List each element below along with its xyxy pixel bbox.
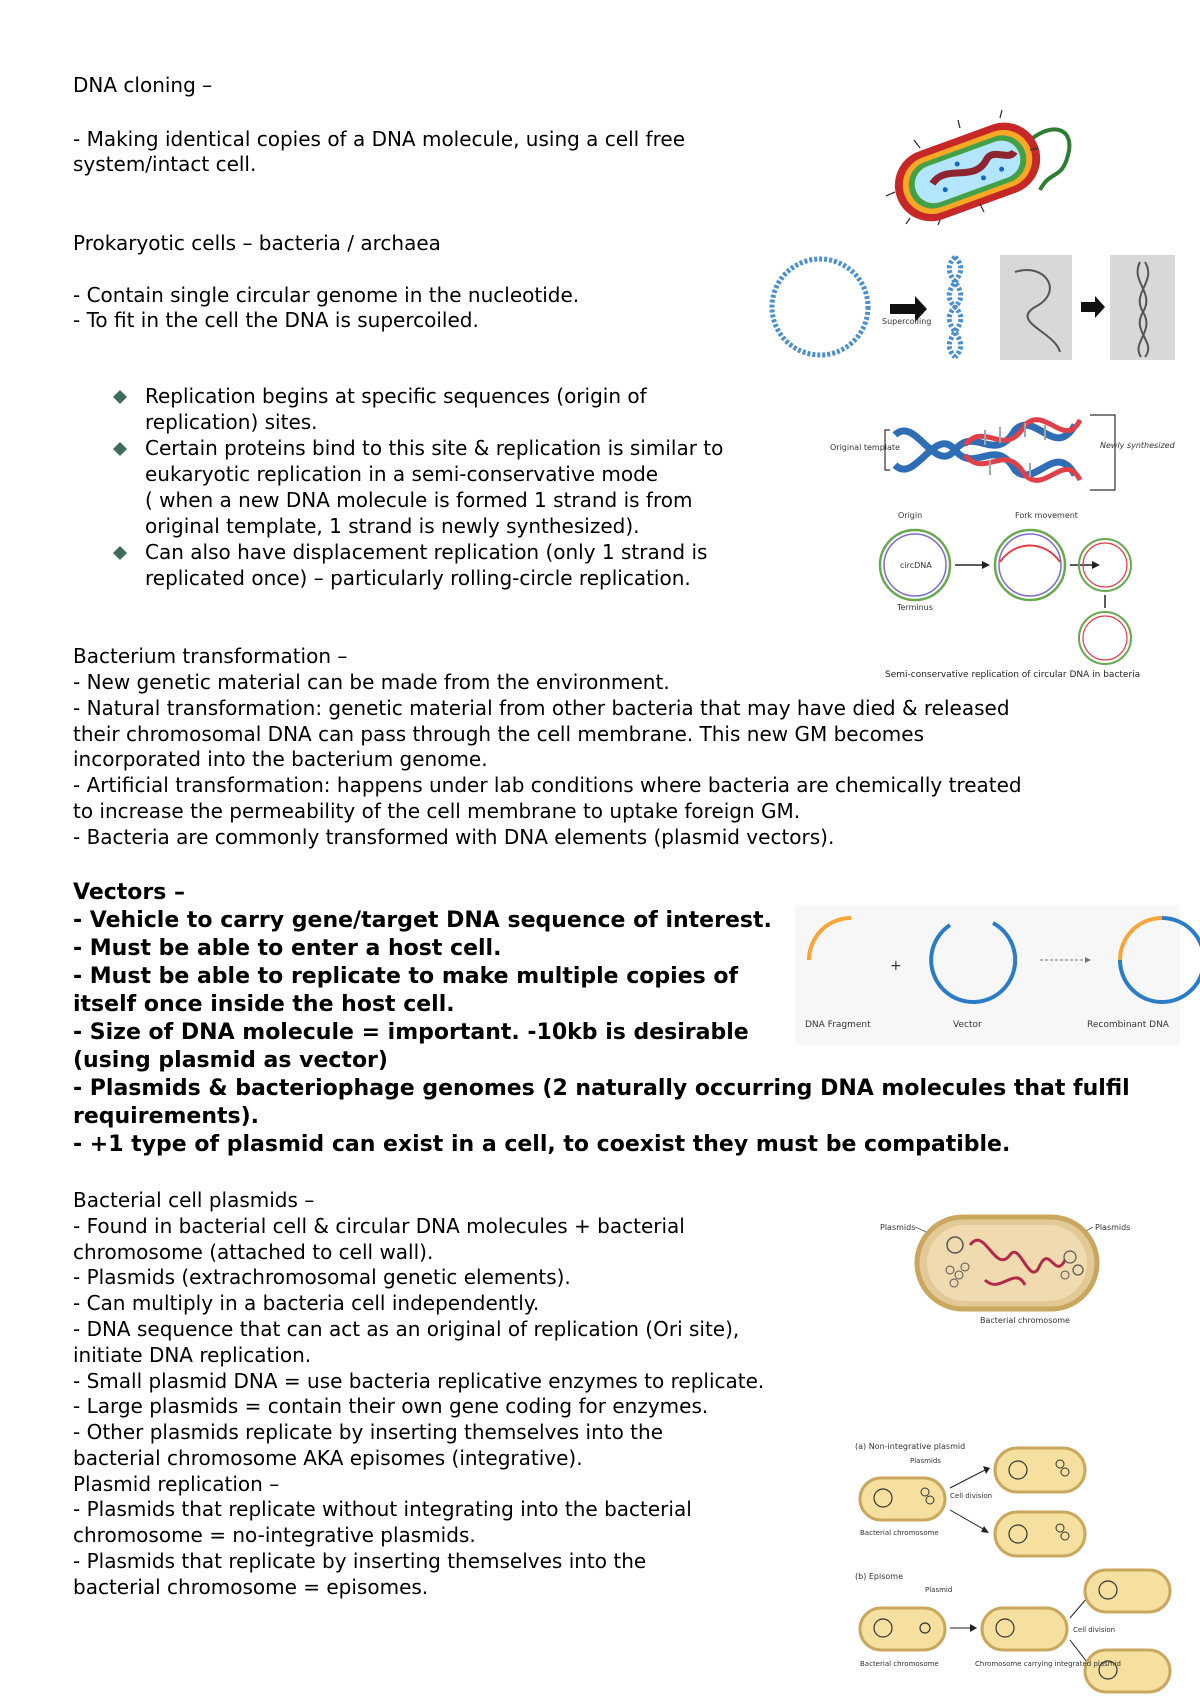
figure-caption: Semi-conservative replication of circular DNA in bacteria bbox=[885, 670, 1141, 680]
bullet-line: ( when a new DNA molecule is formed 1 strand is from bbox=[145, 488, 693, 512]
plasmid-cell-figure bbox=[875, 1205, 1140, 1330]
text-line: - Found in bacterial cell & circular DNA molecules + bacterial bbox=[73, 1214, 685, 1238]
vector-label: Vector bbox=[953, 1020, 982, 1030]
bullet-line: original template, 1 strand is newly synthesized). bbox=[145, 514, 640, 538]
episome-title: (b) Episome bbox=[855, 1572, 903, 1581]
section-heading-plasmids: Bacterial cell plasmids – bbox=[73, 1188, 315, 1212]
text-line: requirements). bbox=[73, 1104, 260, 1129]
circdna-label: circDNA bbox=[900, 561, 932, 570]
fork-movement-label: Fork movement bbox=[1015, 511, 1078, 520]
terminus-label: Terminus bbox=[897, 603, 933, 612]
plasmids-right-label: Plasmids bbox=[1095, 1223, 1131, 1232]
text-line: - DNA sequence that can act as an original of replication (Ori site), bbox=[73, 1317, 740, 1341]
text-line: their chromosomal DNA can pass through the cell membrane. This new GM becomes bbox=[73, 722, 925, 746]
nonint-chromosome-label: Bacterial chromosome bbox=[860, 1529, 939, 1537]
bullet-line: Replication begins at specific sequences (origin of bbox=[145, 384, 647, 408]
original-template-label: Original template bbox=[830, 443, 900, 452]
text-line: - Small plasmid DNA = use bacteria replicative enzymes to replicate. bbox=[73, 1369, 765, 1393]
text-line: - New genetic material can be made from the environment. bbox=[73, 670, 670, 694]
text-line: itself once inside the host cell. bbox=[73, 992, 455, 1017]
supercoiling-label: Supercoiling bbox=[882, 317, 932, 326]
text-line: - Plasmids that replicate by inserting themselves into the bbox=[73, 1549, 647, 1573]
semiconservative-helix-figure bbox=[825, 405, 1175, 495]
section-heading-vectors: Vectors – bbox=[73, 880, 186, 905]
text-line: - Plasmids & bacteriophage genomes (2 naturally occurring DNA molecules that fulfil bbox=[73, 1076, 1130, 1101]
plus-sign: + bbox=[890, 958, 902, 974]
bacterium-cell-illustration bbox=[880, 100, 1080, 225]
recombinant-label: Recombinant DNA bbox=[1087, 1020, 1169, 1030]
bullet-line: Certain proteins bind to this site & replication is similar to bbox=[145, 436, 724, 460]
diamond-bullet-icon bbox=[112, 545, 128, 561]
plasmids-left-label: Plasmids bbox=[880, 1223, 916, 1232]
episome-chromosome-label: Bacterial chromosome bbox=[860, 1660, 939, 1668]
bacterial-chromosome-label: Bacterial chromosome bbox=[980, 1316, 1070, 1325]
text-line: Plasmid replication – bbox=[73, 1472, 280, 1496]
text-line: - Making identical copies of a DNA molecule, using a cell free bbox=[73, 127, 685, 151]
text-line: - To fit in the cell the DNA is supercoiled. bbox=[73, 308, 479, 332]
episome-plasmid-label: Plasmid bbox=[925, 1586, 953, 1594]
bullet-line: replication) sites. bbox=[145, 410, 318, 434]
text-line: initiate DNA replication. bbox=[73, 1343, 312, 1367]
text-line: - Contain single circular genome in the nucleotide. bbox=[73, 283, 580, 307]
text-line: - Must be able to replicate to make multiple copies of bbox=[73, 964, 739, 989]
text-line: - Plasmids (extrachromosomal genetic elements). bbox=[73, 1265, 571, 1289]
text-line: - +1 type of plasmid can exist in a cell, to coexist they must be compatible. bbox=[73, 1132, 1011, 1157]
text-line: - Must be able to enter a host cell. bbox=[73, 936, 502, 961]
episome-figure bbox=[855, 1570, 1175, 1697]
vector-recombinant-figure bbox=[795, 905, 1180, 1045]
text-line: chromosome (attached to cell wall). bbox=[73, 1240, 434, 1264]
section-heading-prokaryotic: Prokaryotic cells – bacteria / archaea bbox=[73, 231, 441, 255]
nonint-title: (a) Non-integrative plasmid bbox=[855, 1442, 966, 1451]
bullet-line: eukaryotic replication in a semi-conservative mode bbox=[145, 462, 659, 486]
episome-division-label: Cell division bbox=[1073, 1626, 1116, 1634]
bullet-line: replicated once) – particularly rolling-circle replication. bbox=[145, 566, 691, 590]
non-integrative-plasmid-figure bbox=[855, 1440, 1100, 1560]
text-line: incorporated into the bacterium genome. bbox=[73, 747, 488, 771]
text-line: - Other plasmids replicate by inserting themselves into the bbox=[73, 1420, 663, 1444]
nonint-division-label: Cell division bbox=[950, 1492, 993, 1500]
nonint-plasmid-label: Plasmids bbox=[910, 1457, 941, 1465]
text-line: - Bacteria are commonly transformed with DNA elements (plasmid vectors). bbox=[73, 825, 835, 849]
text-line: - Vehicle to carry gene/target DNA sequence of interest. bbox=[73, 908, 772, 933]
text-line: (using plasmid as vector) bbox=[73, 1048, 388, 1073]
supercoiling-figure bbox=[765, 252, 1175, 372]
diamond-bullet-icon bbox=[112, 441, 128, 457]
diamond-bullet-icon bbox=[112, 389, 128, 405]
fragment-label: DNA Fragment bbox=[805, 1020, 871, 1030]
text-line: bacterial chromosome = episomes. bbox=[73, 1575, 429, 1599]
text-line: bacterial chromosome AKA episomes (integrative). bbox=[73, 1446, 583, 1470]
text-line: - Large plasmids = contain their own gene coding for enzymes. bbox=[73, 1394, 709, 1418]
newly-synthesized-label: Newly synthesized bbox=[1100, 441, 1175, 450]
section-heading-transformation: Bacterium transformation – bbox=[73, 644, 348, 668]
text-line: - Can multiply in a bacteria cell independently. bbox=[73, 1291, 540, 1315]
bullet-line: Can also have displacement replication (only 1 strand is bbox=[145, 540, 708, 564]
circular-dna-replication-figure bbox=[870, 510, 1135, 680]
text-line: system/intact cell. bbox=[73, 152, 257, 176]
text-line: chromosome = no-integrative plasmids. bbox=[73, 1523, 476, 1547]
text-line: - Artificial transformation: happens under lab conditions where bacteria are chemically treated bbox=[73, 773, 1022, 797]
section-heading-cloning: DNA cloning – bbox=[73, 73, 213, 97]
text-line: to increase the permeability of the cell membrane to uptake foreign GM. bbox=[73, 799, 801, 823]
episome-carrying-label: Chromosome carrying integrated plasmid bbox=[975, 1660, 1121, 1668]
text-line: - Size of DNA molecule = important. -10kb is desirable bbox=[73, 1020, 749, 1045]
origin-label: Origin bbox=[898, 511, 923, 520]
text-line: - Plasmids that replicate without integrating into the bacterial bbox=[73, 1497, 692, 1521]
text-line: - Natural transformation: genetic material from other bacteria that may have died & released bbox=[73, 696, 1010, 720]
